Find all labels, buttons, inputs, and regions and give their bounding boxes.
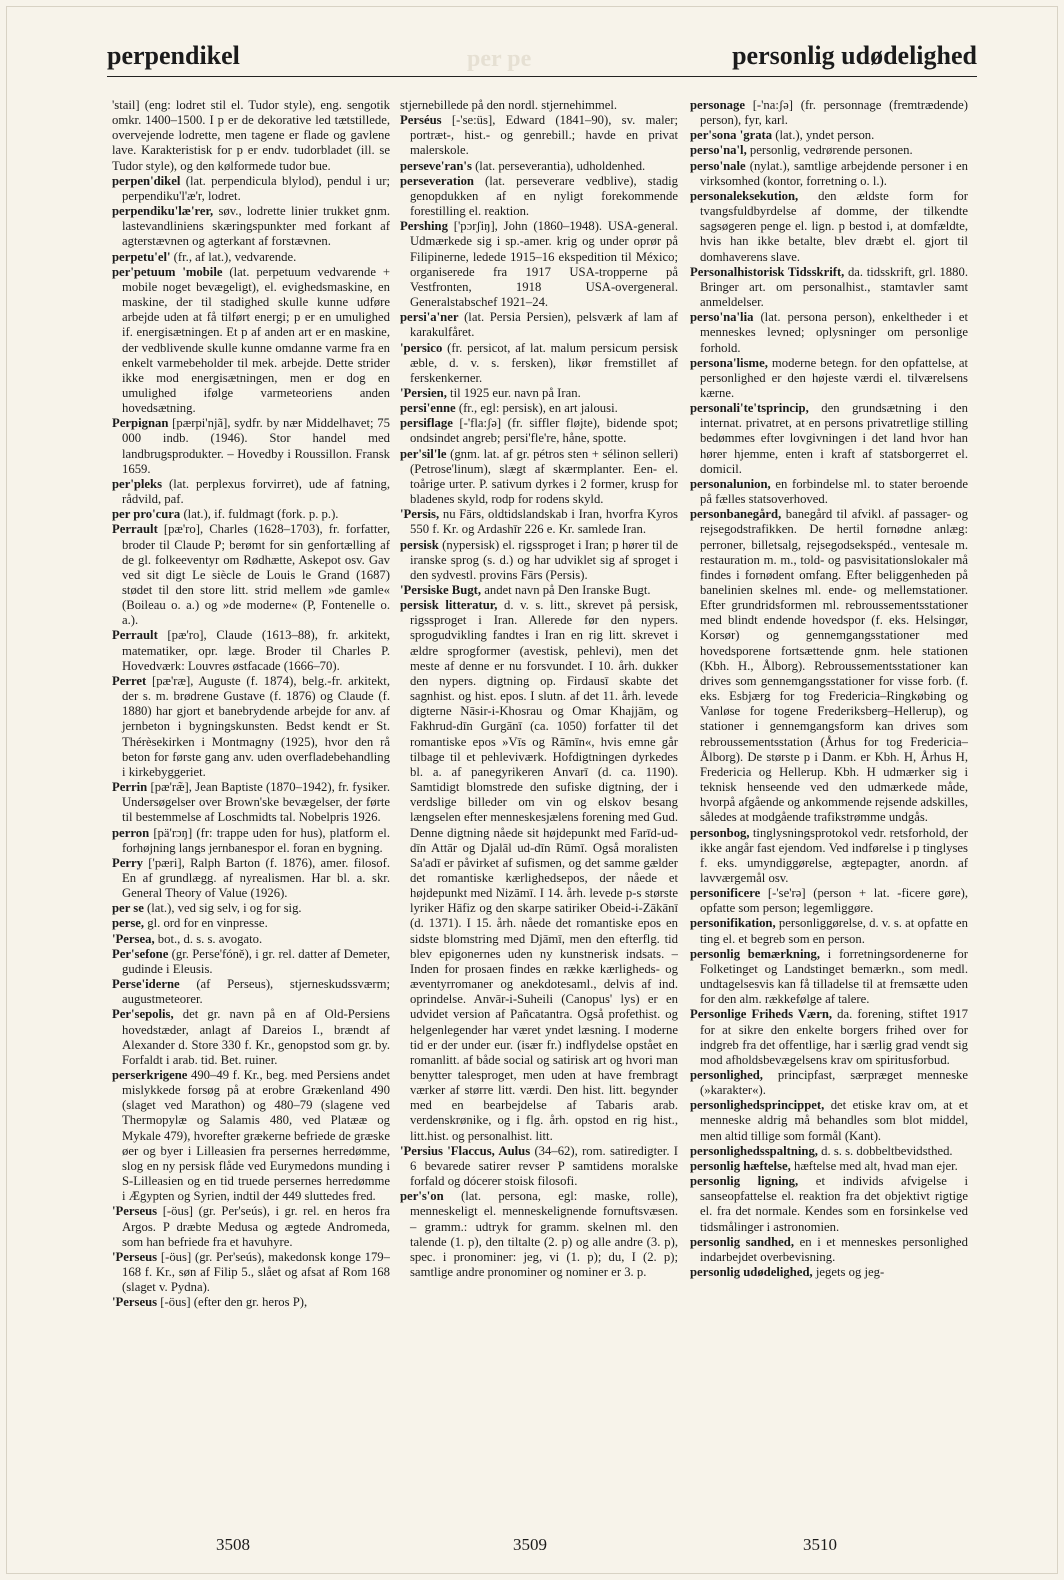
dictionary-entry [112, 507, 390, 522]
entry-definition: bot., d. s. s. avogato. [154, 931, 263, 946]
dictionary-entry [112, 977, 390, 1007]
entry-definition: til 1925 eur. navn på Iran. [446, 385, 581, 400]
entry-definition: 'stail] (eng: lodret stil el. Tudor style), eng. sengotik omkr. 1400–1500. I p er de dekorative led tætstillede, overvejende lodrette, men tagene er flade og gavlene lave. Karakteristisk for p er endv. tudorbladet (ill. se Tudor style), og den kølformede tudor bue. [112, 98, 390, 173]
entry-definition: det etiske krav om, at et menneske aldrig må behandles som blot middel, men altid tillige som formål (Kant). [700, 1098, 968, 1143]
dictionary-entry [112, 947, 390, 977]
entry-headword: Perrault [112, 628, 158, 643]
dictionary-entry [690, 128, 968, 143]
dictionary-entry [690, 1007, 968, 1068]
entry-definition: den grundsætning i den internat. privatret, at en persons privatretlige stilling bedømmes efter lovgivningen i det land hvor han hører hjemme, enten i kraft af statsborgerret el. domicil. [700, 401, 968, 476]
dictionary-entry [400, 598, 678, 1144]
entry-headword: 'Persis, [400, 507, 440, 522]
entry-definition: (lat. perplexus forvirret), ude af fatning, rådvild, paf. [122, 476, 390, 507]
entry-headword: 'persico [400, 340, 443, 355]
entry-headword: Pershing [400, 219, 448, 234]
entry-headword: personalunion, [690, 476, 771, 491]
entry-definition: (gr. Perse'fóně), i gr. rel. datter af Demeter, gudinde i Eleusis. [122, 946, 390, 976]
entry-headword: personlig ligning, [690, 1174, 799, 1189]
entry-headword: 'Perseus [112, 1295, 158, 1310]
entry-definition: (nypersisk) el. rigssproget i Iran; p hører til de iranske sprog (s. d.) og har udviklet sig af sproget i den sydvestl. provins Fārs (Persis). [410, 537, 678, 582]
entry-definition: [-'fla:ʃə] (fr. siffler fløjte), bidende spot; ondsindet angreb; persi'fle're, håne, spotte. [410, 416, 678, 446]
column-3 [690, 98, 968, 1478]
entry-headword: Per'sepolis, [112, 1007, 174, 1022]
dictionary-entry [112, 416, 390, 477]
dictionary-entry [400, 401, 678, 416]
entry-headword: perso'nale [690, 158, 746, 173]
entry-headword: perseve'ran's [400, 158, 472, 173]
entry-definition: søv., lodrette linier trukket gnm. lastevandliniens skæringspunkter med forkant af agterstævnen og agterkant af forstævnen. [122, 204, 390, 249]
entry-definition: (lat. perpetuum vedvarende + mobile noget bevægeligt), el. evighedsmaskine, en maskine, der til stadighed skulle kunne udføre arbejde uden at få tilført energi; p er en umulighed if. energisætningen. Et p af anden art er en maskine, der vedblivende skulle kunne omdanne varme fra en enkelt varmebeholder til mek. arbejde. Dette strider ikke mod energisætningen, men er dog en umulighed ifølge varmeteoriens anden hovedsætning. [122, 264, 390, 416]
entry-definition: [-öus] (gr. Per'seús), i gr. rel. en heros fra Argos. P dræbte Medusa og ægtede Andromeda, som han befriede fra et havuhyre. [122, 1204, 390, 1249]
entry-headword: perse, [112, 916, 145, 931]
dictionary-entry [690, 947, 968, 1008]
entry-definition: tinglysningsprotokol vedr. retsforhold, der ikke angår fast ejendom. Ved indførelse i p tinglyses f. eks. umyndiggørelse, ægtepagter, anordn. af lavværgemål osv. [700, 825, 968, 885]
dictionary-entry [400, 538, 678, 583]
entry-definition: (lat. persona, egl: maske, rolle), menneskeligt el. menneskelignende fornuftsvæsen. – gramm.: udtryk for gramm. skelnen ml. den talende (1. p), den tiltalte (2. p) og alle andre (3. p), spec. i pronominer: jeg, vi (1. p); du, I (2. p); samtlige andre pronominer og nominer er 3. p. [410, 1189, 678, 1280]
entry-definition: (34–62), rom. satiredigter. I 6 bevarede satirer revser P samtidens moralske forfald og dócerer stoisk filosofi. [410, 1143, 678, 1189]
dictionary-entry [690, 916, 968, 946]
entry-headword: persi'a'ner [400, 310, 459, 325]
entry-definition: ['pɔrʃiŋ], John (1860–1948). USA-general. Udmærkede sig i sp.-amer. krig og under oprør på Filipinerne, ledede 1915–16 ekspedition til México; organiserede fra 1917 USA-tropperne på Vestfronten, 1918 USA-overgeneral. Generalstabschef 1921–24. [410, 219, 678, 310]
dictionary-entry [690, 1098, 968, 1143]
entry-definition: i forretningsordenerne for Folketinget og Landstinget bemærkn., som medl. undtagelsesvis kan få tilladelse til at fremsætte uden for den alm. rækkefølge af talere. [700, 946, 968, 1007]
dictionary-entry [400, 341, 678, 386]
entry-headword: persona'lisme, [690, 355, 768, 370]
entry-definition: [-'se:üs], Edward (1841–90), sv. maler; portræt-, hist.- og genrebill.; havde en privat malerskole. [410, 113, 678, 158]
entry-definition: (nylat.), samtlige arbejdende personer i en virksomhed (kontor, forretning o. l.). [700, 158, 968, 188]
entry-definition: (lat.), yndet person. [772, 128, 875, 143]
entry-definition: principfast, særpræget menneske (»karakter«). [700, 1068, 968, 1098]
entry-definition: [-öus] (gr. Per'seús), makedonsk konge 179–168 f. Kr., søn af Filip 5., slået og afsat af Rom 168 (slaget v. Pydna). [122, 1249, 390, 1295]
dictionary-entry [400, 507, 678, 537]
entry-headword: per se [112, 901, 144, 916]
dictionary-entry [690, 886, 968, 916]
dictionary-entry [112, 522, 390, 628]
dictionary-entry [400, 583, 678, 598]
entry-headword: perpen'dikel [112, 173, 181, 188]
entry-headword: personali'te'tsprincip, [690, 401, 809, 416]
entry-definition: d. s. s. dobbeltbevidsthed. [817, 1143, 953, 1158]
entry-definition: (lat. Persia Persien), pelsværk af lam af karakulfåret. [410, 310, 678, 340]
entry-headword: persi'enne [400, 401, 456, 416]
dictionary-entry [400, 1144, 678, 1189]
entry-headword: personlighed, [690, 1068, 763, 1082]
dictionary-entry [112, 916, 390, 931]
dictionary-entry [400, 310, 678, 340]
dictionary-entry [690, 1159, 968, 1174]
entry-headword: personlig bemærkning, [690, 946, 821, 961]
dictionary-entry [690, 477, 968, 507]
dictionary-entry [690, 98, 968, 128]
entry-definition: [pæ'ro], Claude (1613–88), fr. arkitekt, matematiker, opr. læge. Broder til Charles P. Hovedværk: Louvres østfacade (1666–70). [122, 628, 390, 673]
dictionary-entry [112, 780, 390, 825]
column-1 [112, 98, 390, 1478]
dictionary-entry [690, 1174, 968, 1235]
entry-definition: ['pæri], Ralph Barton (f. 1876), amer. filosof. En af grundlægg. af nyrealismen. Har bl. a. skr. General Theory of Value (1926). [122, 855, 390, 901]
entry-definition: (lat. perpendicula blylod), pendul i ur; perpendiku'l'æ'r, lodret. [122, 173, 390, 203]
dictionary-entry [690, 143, 968, 158]
dictionary-entry [112, 1295, 390, 1310]
page-header [107, 40, 977, 77]
entry-headword: 'Persea, [112, 931, 155, 946]
dictionary-entry [400, 416, 678, 446]
entry-headword: per pro'cura [112, 507, 181, 522]
dictionary-entry [690, 1235, 968, 1265]
entry-headword: perseveration [400, 173, 474, 188]
entry-definition: [pæ'ro], Charles (1628–1703), fr. forfatter, broder til Claude P; berømt for sin genfortælling af de gl. folkeeventyr om Rødhætte, Askepot osv. Gav ved sit digt Le siècle de Louis le Grand (1687) stødet til den store litt. strid mellem »de gamle« (Boileau o. a.) og »de moderne« (P, Fontenelle o. a.). [122, 522, 390, 628]
entry-headword: personlig hæftelse, [690, 1158, 791, 1173]
entry-definition: personliggørelse, d. v. s. at opfatte en ting el. et begreb som en person. [700, 916, 968, 946]
entry-definition: stjernebillede på den nordl. stjernehimmel. [400, 98, 618, 112]
dictionary-entry [400, 159, 678, 174]
dictionary-entry [112, 265, 390, 417]
entry-definition: (lat.), if. fuldmagt (fork. p. p.). [180, 507, 339, 522]
entry-headword: Personlige Friheds Værn, [690, 1007, 833, 1022]
dictionary-entry [690, 189, 968, 265]
page-number-middle: 3509 [513, 1535, 547, 1554]
entry-headword: perso'na'lia [690, 310, 754, 325]
entry-headword: per's'on [400, 1189, 444, 1204]
entry-headword: personbog, [690, 825, 750, 840]
entry-headword: Perpignan [112, 416, 169, 431]
dictionary-entry [112, 250, 390, 265]
dictionary-entry [690, 507, 968, 825]
entry-headword: personaleksekution, [690, 188, 799, 203]
entry-definition: et individs afvigelse i sanseopfattelse el. reaktion fra det objektivt rigtige el. fra det normale. Kendes som en forsinkelse ved tidsmålinger i astronomien. [700, 1174, 968, 1234]
entry-definition: (fr. persicot, af lat. malum persicum persisk æble, d. v. s. fersken), likør fremstillet af ferskenkerner. [410, 340, 678, 385]
dictionary-entry [690, 1068, 968, 1098]
entry-definition: (fr., egl: persisk), en art jalousi. [455, 401, 618, 416]
dictionary-entry [400, 447, 678, 508]
dictionary-entry [112, 204, 390, 249]
dictionary-entry [112, 628, 390, 673]
dictionary-entry [690, 159, 968, 189]
entry-headword: perserkrigene [112, 1068, 188, 1082]
entry-definition: 490–49 f. Kr., beg. med Persiens andet mislykkede forsøg på at erobre Grækenland 490 (slaget ved Marathon) og 480–79 (slagene ved Thermopylæ og Salamis 480, ved Platææ og Mykale 479), hvorefter grækerne befriede de græske øer og byer i Lilleasien fra persernes herredømme, slog en ny persisk flåde ved Eurymedons munding i S-Lilleasien og en tid truede persernes herredømme i Ægypten og Syrien, indtil der 449 sluttedes fred. [122, 1068, 390, 1204]
dictionary-entry [112, 1007, 390, 1068]
entry-headword: Perrin [112, 780, 148, 795]
dictionary-entry [112, 98, 390, 174]
entry-definition: (af Perseus), stjerneskudssværm; augustmeteorer. [122, 977, 390, 1007]
dictionary-entry [112, 674, 390, 780]
entry-headword: perso'na'l, [690, 143, 747, 158]
page-number-right: 3510 [803, 1535, 837, 1554]
entry-headword: Perse'iderne [112, 977, 180, 992]
entry-headword: Per'sefone [112, 946, 169, 961]
column-2 [400, 98, 678, 1478]
entry-headword: personlighedsspaltning, [690, 1143, 818, 1158]
entry-headword: Perry [112, 855, 143, 870]
dictionary-entry [690, 310, 968, 355]
entry-headword: personlighedsprincippet, [690, 1098, 825, 1113]
dictionary-entry [400, 219, 678, 310]
dictionary-entry [112, 1068, 390, 1204]
entry-definition: (lat. persona person), enkeltheder i et menneskes levned; oplysninger om personlige forhold. [700, 310, 968, 355]
entry-headword: per'sona 'grata [690, 128, 773, 143]
entry-headword: persisk litteratur, [400, 598, 498, 613]
entry-headword: Personalhistorisk Tidsskrift, [690, 264, 845, 279]
entry-definition: gl. ord for en vinpresse. [144, 916, 268, 931]
entry-definition: moderne betegn. for den opfattelse, at personlighed er den højeste værdi el. tilværelsens kærne. [700, 355, 968, 400]
entry-definition: den ældste form for tvangsfuldbyrdelse af domme, der tilkendte sagsøgeren penge el. lign. p bestod i, at domfældte, hvis han ikke betalte, blev dræbt el. gjort til domhaverens slave. [700, 188, 968, 264]
entry-definition: hæftelse med alt, hvad man ejer. [790, 1158, 958, 1173]
entry-definition: banegård til afvikl. af passager- og rejsegodstrafikken. De hertil fornødne anlæg: perroner, billetsalg, rejsegodsekspéd., ventesale m. restauration m. m., told- og pasvisitationslokaler må findes i fornødent omfang. Efter beliggenheden på banelinien skelnes ml. ende- og mellemstationer. Efter grundridsformen ml. rebroussementsstationer med blindt endende hovedspor (f. eks. Helsingør, Korsør) og gennemgangsstationer med hovedsporene fortsættende gnm. hele stationen (Kbh. H., Ålborg). Rebroussementsstationer kan drives som gennemgangsstationer for visse forb. (f. eks. Esbjærg for tog Fredericia–Ringkøbing og Vanløse for togene Frederiksberg–Hellerup), og stationer i gennemgangsform kan drives som rebroussementsstation (Århus for tog Fredericia–Ålborg). De største p i Danm. er Kbh. H, Århus H, Fredericia og Hellerup. Kbh. H udmærker sig i teknisk henseende ved den udmærkede måde, hvorpå afgående og ankommende rejsende adskilles, således at modgående trafikstrømme undgås. [700, 507, 968, 825]
entry-definition: det gr. navn på en af Old-Persiens hovedstæder, anlagt af Dareios I., brændt af Alexander d. Store 330 f. Kr., genopstod som gr. by. Forfaldt i arab. tid. Bet. ruiner. [122, 1007, 390, 1067]
entry-headword: persiflage [400, 416, 453, 431]
dictionary-entry [112, 856, 390, 901]
entry-headword: persisk [400, 537, 439, 552]
entry-definition: en i et menneskes personlighed indarbejdet overbevisning. [700, 1234, 968, 1264]
entry-headword: 'Persius 'Flaccus, Aulus [400, 1143, 531, 1158]
entry-headword: perpetu'el' [112, 249, 171, 264]
entry-definition: [pæ'ræ], Auguste (f. 1874), belg.-fr. arkitekt, der s. m. brødrene Gustave (f. 1876) og Claude (f. 1880) har gjort et banebrydende arbejde for anv. af jernbeton i bygningskunsten. Bedst kendt er St. Thérèsekirken i Montmagny (1925), hvor den rå beton for første gang anv. uden overfladebehandling i kirkebyggeriet. [122, 673, 390, 779]
entry-definition: en forbindelse ml. to stater beroende på fælles statsoverhoved. [700, 476, 968, 507]
dictionary-entry [690, 1144, 968, 1159]
entry-definition: nu Fārs, oldtidslandskab i Iran, hvorfra Kyros 550 f. Kr. og Ardashīr 226 e. Kr. samlede Iran. [410, 507, 678, 537]
dictionary-entry [400, 386, 678, 401]
dictionary-entry [112, 174, 390, 204]
entry-headword: Perret [112, 673, 147, 688]
bleed-through-text: per pe [467, 46, 532, 72]
entry-definition: (lat.), ved sig selv, i og for sig. [143, 901, 302, 916]
entry-definition: [pä'rɔŋ] (fr: trappe uden for hus), platform el. forhøjning langs jernbanespor el. foran en bygning. [122, 825, 390, 855]
entry-headword: 'Perseus [112, 1249, 158, 1264]
entry-definition: [-öus] (efter den gr. heros P), [157, 1295, 308, 1310]
entry-headword: personbanegård, [690, 507, 782, 522]
dictionary-entry [690, 265, 968, 310]
dictionary-entry [112, 901, 390, 916]
entry-headword: personifikation, [690, 916, 776, 931]
dictionary-entry [112, 932, 390, 947]
dictionary-entry [112, 826, 390, 856]
dictionary-entry [400, 174, 678, 219]
entry-headword: per'pleks [112, 476, 163, 491]
dictionary-entry [112, 477, 390, 507]
entry-definition: da. forening, stiftet 1917 for at sikre den enkelte borgers frihed over for indgreb fra det offentlige, har i særlig grad vendt sig mod afholdsbevægelsens krav om spiritusforbud. [700, 1007, 968, 1067]
entry-headword: per'petuum 'mobile [112, 264, 223, 279]
dictionary-entry [690, 1265, 968, 1280]
entry-definition: [pæ'ræ̃], Jean Baptiste (1870–1942), fr. fysiker. Undersøgelser over Brown'ske bevægelser, der førte til bestemmelse af Loschmidts tal. Nobelpris 1926. [122, 780, 390, 825]
entry-definition: (fr., af lat.), vedvarende. [170, 249, 297, 264]
entry-definition: (lat. perseverare vedblive), stadig genopdukken af en nyligt forekommende forestilling el. reaktion. [410, 173, 678, 219]
dictionary-entry [400, 98, 678, 113]
entry-definition: andet navn på Den Iranske Bugt. [481, 583, 651, 597]
dictionary-entry [112, 1204, 390, 1249]
entry-definition: [-'se'rə] (person + lat. -ficere gøre), opfatte som person; legemliggøre. [700, 886, 968, 916]
entry-headword: 'Persien, [400, 385, 447, 400]
dictionary-entry [690, 826, 968, 887]
entry-definition: jegets og jeg- [812, 1265, 885, 1280]
entry-definition: da. tidsskrift, grl. 1880. Bringer art. om personalhist., stamtavler samt anmeldelser. [700, 264, 968, 310]
entry-headword: per'sil'le [400, 446, 447, 461]
entry-headword: 'Perseus [112, 1204, 158, 1219]
entry-headword: perron [112, 825, 150, 840]
entry-definition: d. v. s. litt., skrevet på persisk, rigssproget i Iran. Allerede før den nypers. sprogudvikling fandtes i Iran en rig litt. skrevet i ældre sprogformer (avestisk, pehlevi), men det meste af denne er nu forsvundet. I 10. årh. dukker den nypers. digtning op. Firdausī skabte det sagnhist. og hist. epos. I slutn. af det 11. årh. levede digterne Nāsir-i-Khosrau og Omar Khajjām, og Fakhrud-dīn Gurgānī (ca. 1050) forfatter til det romantiske epos »Vīs og Rāmīn«, hvis emne går tilbage til et pehleviværk. Hofdigtningen dyrkedes bl. a. af panegyrikeren Anvarī (d. ca. 1190). Samtidigt blomstrede den sufiske digtning, der i verdslige billeder om vin og elskov besang længselen efter menneskesjælens forening med Gud. Denne digtning nåede sit højdepunkt med Farīd-ud-dīn Attār og Djalāl ud-dīn Rūmī. Også moralisten Sa'adī er påvirket af sufismen, og det samme gælder det romantiske kærlighedsepos, der nåede et højdepunkt med Nizāmī. I 14. årh. levede p-s største lyriker Hāfiz og den skarpe satiriker Obeid-i-Zākānī (d. 1371). I 15. årh. nåede det romantiske epos en sidste blomstring med Djāmī, men den efterflg. tid blev epigonernes uden ny kunstnerisk indsats. – Inden for prosaen findes en række kærligheds- og æventyrromaner og anekdotesaml., delvis af ind. oprindelse. Anvār-i-Suheili (Canopus' lys) er en udvidet version af Pañcatantra. Også profethist. og helgenlegender har været yndet læsning. I moderne tid er der under eur. (især fr.) indflydelse opstået en romanlitt. af både social og satirisk art og hvori man benytter talesproget, men uden at have frembragt værker af større litt. værdi. Den hist. litt. begynder med en bearbejdelse af Tabaris arab. verdenskrønike, og i flg. årh. opstod en rig hist., litt.hist. og personalhist. litt. [410, 598, 678, 1143]
entry-definition: [-'na:ʃə] (fr. personnage (fremtrædende) person), fyr, karl. [700, 98, 968, 128]
entry-definition: personlig, vedrørende personen. [746, 143, 913, 158]
entry-headword: perpendiku'læ'rer, [112, 204, 214, 219]
dictionary-entry [400, 113, 678, 158]
running-head-left: perpendikel [107, 41, 240, 70]
entry-headword: 'Persiske Bugt, [400, 583, 482, 597]
entry-headword: personage [690, 98, 745, 112]
entry-definition: [pærpi'njã], sydfr. by nær Middelhavet; 75 000 indb. (1946). Stor handel med landbrugsprodukter. – Hovedby i Roussillon. Fransk 1659. [122, 416, 390, 476]
running-head-right: personlig udødelighed [732, 41, 977, 70]
entry-headword: personificere [690, 886, 761, 901]
entry-headword: Perséus [400, 113, 442, 128]
dictionary-entry [112, 1250, 390, 1295]
page-number-left: 3508 [216, 1535, 250, 1554]
entry-headword: personlig udødelighed, [690, 1265, 813, 1280]
entry-headword: Perrault [112, 522, 158, 537]
entry-headword: personlig sandhed, [690, 1234, 794, 1249]
entry-definition: (gnm. lat. af gr. pétros sten + sélinon selleri) (Petrose'linum), slægt af skærmplanter. Een- el. toårige urter. P. sativum dyrkes i 2 former, krusp for bladenes skyld, rodp for rodens skyld. [410, 446, 678, 507]
entry-definition: (lat. perseverantia), udholdenhed. [471, 158, 646, 173]
dictionary-entry [400, 1189, 678, 1280]
dictionary-entry [690, 356, 968, 401]
dictionary-entry [690, 401, 968, 477]
